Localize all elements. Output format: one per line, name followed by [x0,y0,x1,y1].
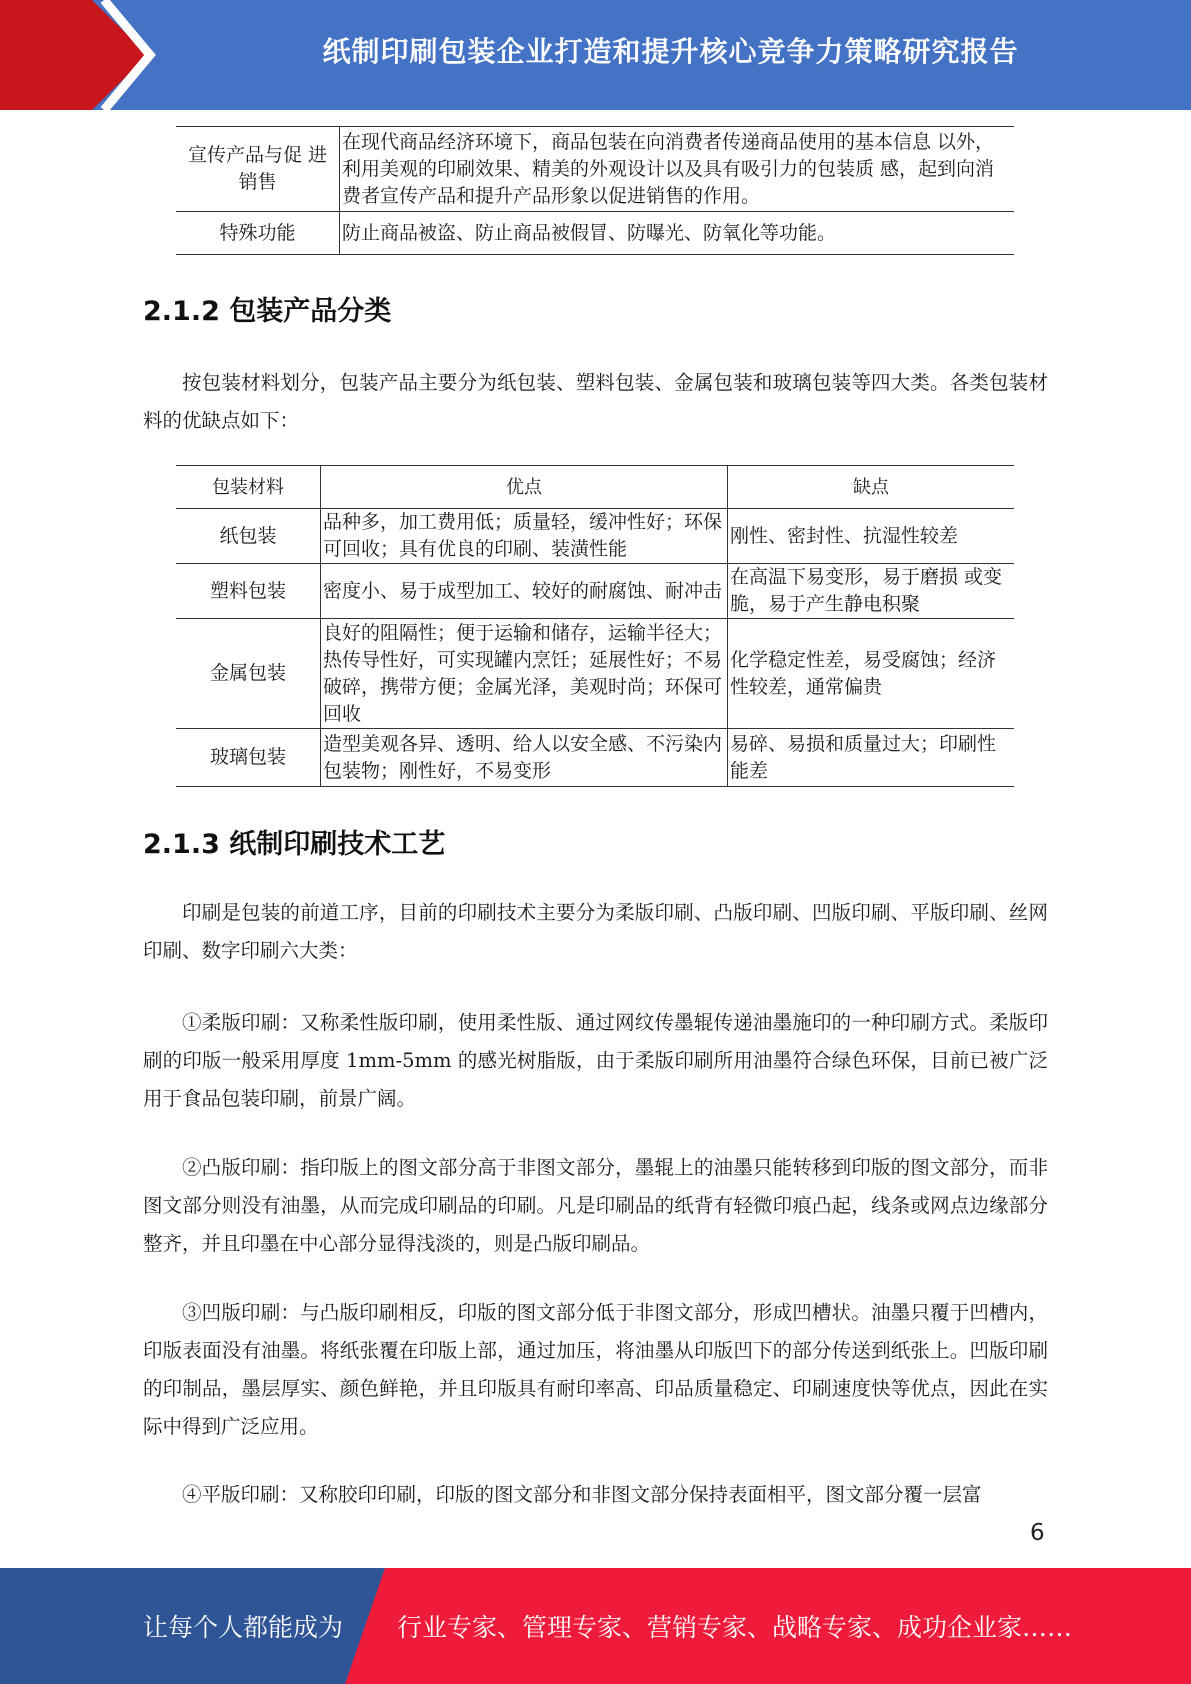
table-row [176,564,1014,619]
table-row [176,619,1014,729]
section-heading-2-1-2: 2.1.2 包装产品分类 [143,296,392,327]
page-footer [0,1568,1191,1684]
paragraph: ②凸版印刷：指印版上的图文部分高于非图文部分，墨辊上的油墨只能转移到印版的图文部分，而非图文部分则没有油墨，从而完成印刷品的印刷。凡是印刷品的纸背有轻微印痕凸起，线条或网点边缘部分整齐，并且印墨在中心部分显得浅淡的，则是凸版印刷品。 [143,1156,1048,1255]
paragraph: ①柔版印刷：又称柔性版印刷，使用柔性版、通过网纹传墨辊传递油墨施印的一种印刷方式。柔版印刷的印版一般采用厚度 1mm-5mm 的感光树脂版，由于柔版印刷所用油墨符合绿色环保，目前已被广泛用于食品包装印刷，前景广阔。 [143,1011,1048,1110]
table-row [176,127,1014,212]
pros-cell: 品种多，加工费用低；质量轻，缓冲性好；环保可回收；具有优良的印刷、装潢性能 [321,509,728,564]
column-header-cons: 缺点 [728,466,1015,509]
column-header-pros: 优点 [321,466,728,509]
pros-cell: 良好的阻隔性；便于运输和储存，运输半径大；热传导性好，可实现罐内烹饪；延展性好；不易破碎，携带方便；金属光泽，美观时尚；环保可回收 [321,619,728,729]
column-header-material: 包装材料 [176,466,321,509]
paragraph: ③凹版印刷：与凸版印刷相反，印版的图文部分低于非图文部分，形成凹槽状。油墨只覆于凹槽内，印版表面没有油墨。将纸张覆在印版上部，通过加压，将油墨从印版凹下的部分传送到纸张上。凹版印刷的印制品，墨层厚实、颜色鲜艳，并且印版具有耐印率高、印品质量稳定、印刷速度快等优点，因此在实际中得到广泛应用。 [143,1301,1048,1438]
function-item-cell: 宣传产品与促 进销售 [176,127,340,212]
section-heading-2-1-3: 2.1.3 纸制印刷技术工艺 [143,829,446,860]
function-item-cell: 特殊功能 [176,212,340,255]
pros-cell: 造型美观各异、透明、给人以安全感、不污染内包装物；刚性好，不易变形 [321,729,728,787]
packaging-materials-table [176,465,1014,787]
material-cell: 金属包装 [176,619,321,729]
table-header-row [176,466,1014,509]
paragraph: ④平版印刷：又称胶印印刷，印版的图文部分和非图文部分保持表面相平，图文部分覆一层富 [182,1483,982,1506]
cons-cell: 易碎、易损和质量过大；印刷性能差 [728,729,1015,787]
page-number: 6 [1030,1520,1045,1546]
footer-slogan-right: 行业专家、管理专家、营销专家、战略专家、成功企业家…… [397,1613,1073,1642]
packaging-function-table [176,126,1014,255]
cons-cell: 刚性、密封性、抗湿性较差 [728,509,1015,564]
material-cell: 塑料包装 [176,564,321,619]
function-description-cell: 防止商品被盗、防止商品被假冒、防曝光、防氧化等功能。 [340,212,1015,255]
table-row [176,212,1014,255]
function-description-cell: 在现代商品经济环境下，商品包装在向消费者传递商品使用的基本信息 以外，利用美观的印刷效果、精美的外观设计以及具有吸引力的包装质 感，起到向消费者宣传产品和提升产品形象以促进销售的作用。 [340,127,1015,212]
paragraph: 按包装材料划分，包装产品主要分为纸包装、塑料包装、金属包装和玻璃包装等四大类。各类包装材料的优缺点如下： [143,371,1048,432]
footer-slogan-left: 让每个人都能成为 [143,1613,344,1642]
cons-cell: 化学稳定性差，易受腐蚀；经济性较差，通常偏贵 [728,619,1015,729]
material-cell: 纸包装 [176,509,321,564]
material-cell: 玻璃包装 [176,729,321,787]
table-row [176,509,1014,564]
paragraph: 印刷是包装的前道工序，目前的印刷技术主要分为柔版印刷、凸版印刷、凹版印刷、平版印刷、丝网印刷、数字印刷六大类： [143,901,1048,962]
pros-cell: 密度小、易于成型加工、较好的耐腐蚀、耐冲击 [321,564,728,619]
report-title: 纸制印刷包装企业打造和提升核心竞争力策略研究报告 [322,35,1019,68]
table-row [176,729,1014,787]
page-header [0,0,1191,110]
cons-cell: 在高温下易变形，易于磨损 或变脆，易于产生静电积聚 [728,564,1015,619]
